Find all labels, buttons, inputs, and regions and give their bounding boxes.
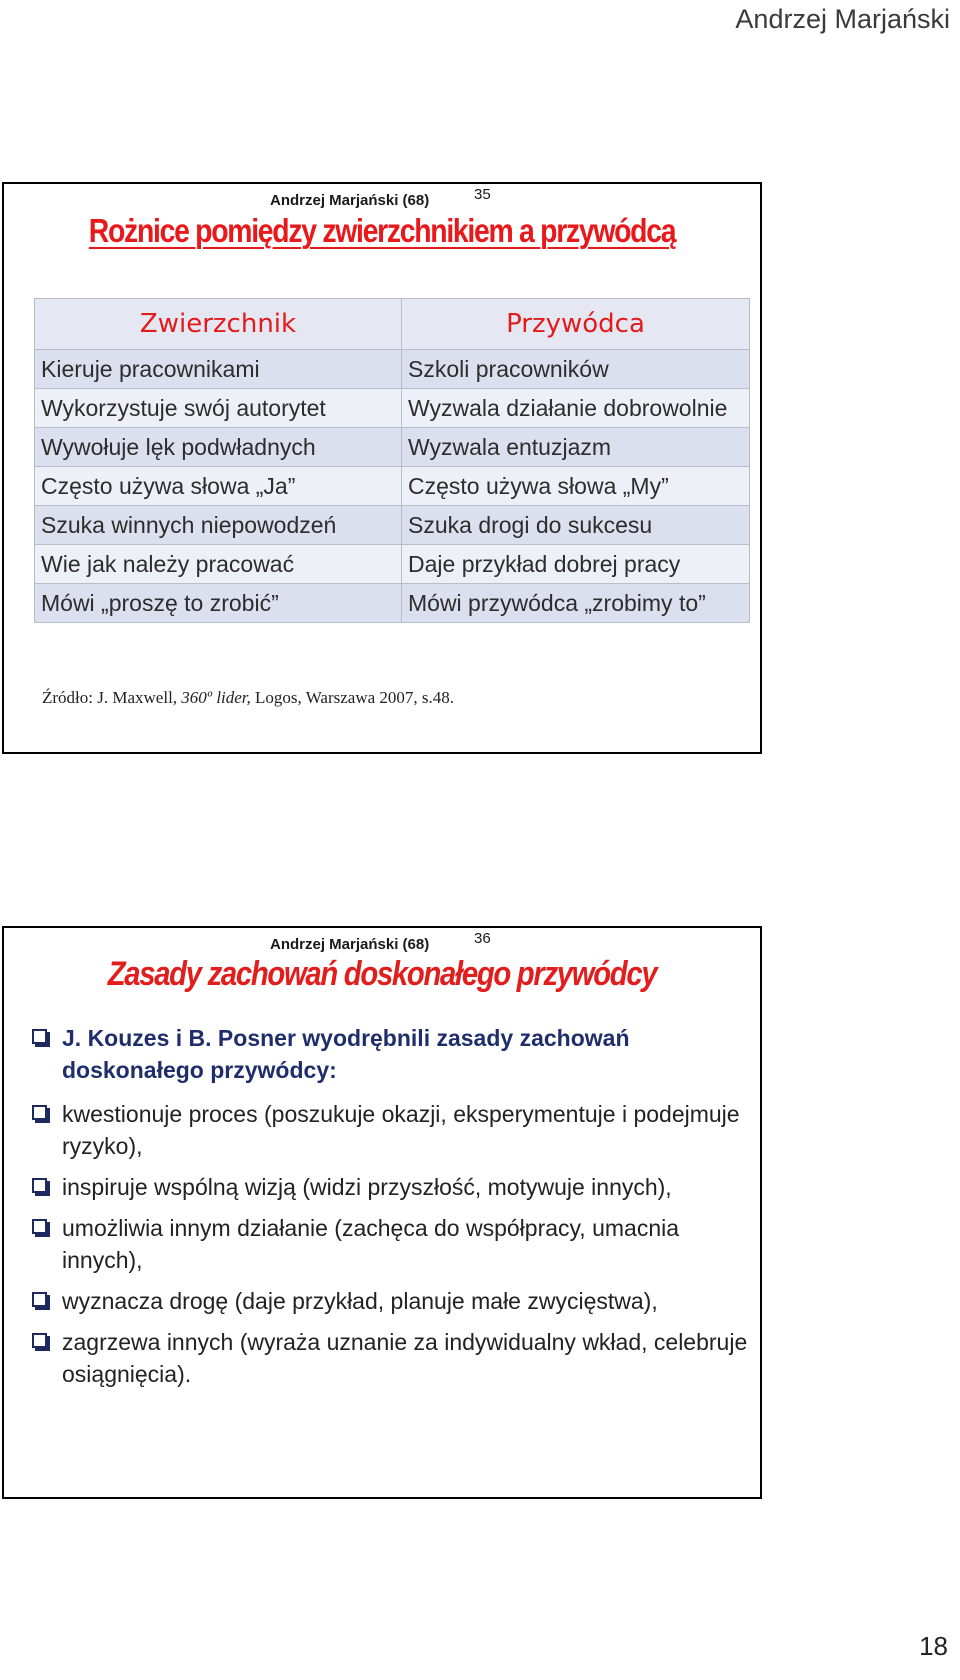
list-item-lead <box>32 1022 752 1086</box>
slide-title: Rożnice pomiędzy zwierzchnikiem a przywódcą <box>88 212 676 249</box>
checkbox-bullet-icon <box>32 1178 47 1193</box>
table-row <box>35 545 750 584</box>
checkbox-bullet-icon <box>32 1219 47 1234</box>
list-item <box>32 1171 752 1203</box>
table-row <box>35 350 750 389</box>
table-cell: Szuka winnych niepowodzeń <box>35 506 402 545</box>
table-cell: Daje przykład dobrej pracy <box>402 545 750 584</box>
column-header-zwierzchnik: Zwierzchnik <box>35 299 402 350</box>
source-suffix: Logos, Warszawa 2007, s.48. <box>250 688 455 707</box>
slide-number: 35 <box>474 186 491 203</box>
table-cell: Wie jak należy pracować <box>35 545 402 584</box>
table-cell: Szkoli pracowników <box>402 350 750 389</box>
table-cell: Mówi przywódca „zrobimy to” <box>402 584 750 623</box>
source-prefix: Źródło: J. Maxwell, <box>42 688 182 707</box>
list-item-text: zagrzewa innych (wyraża uznanie za indywidualny wkład, celebruje osiągnięcia). <box>62 1329 748 1387</box>
source-book-title: 360º lider, <box>181 688 251 707</box>
table-cell: Wyzwala działanie dobrowolnie <box>402 389 750 428</box>
table-row <box>35 584 750 623</box>
checkbox-bullet-icon <box>32 1333 47 1348</box>
table-cell: Wyzwala entuzjazm <box>402 428 750 467</box>
slide-35 <box>2 182 762 754</box>
checkbox-bullet-icon <box>32 1029 47 1044</box>
checkbox-bullet-icon <box>32 1292 47 1307</box>
page-header-author: Andrzej Marjański <box>735 4 950 34</box>
table-cell: Często używa słowa „Ja” <box>35 467 402 506</box>
table-cell: Kieruje pracownikami <box>35 350 402 389</box>
comparison-table <box>34 298 750 623</box>
list-item <box>32 1098 752 1162</box>
page-number: 18 <box>919 1631 948 1661</box>
slide-author: Andrzej Marjański (68) <box>270 936 430 953</box>
slide-title: Zasady zachowań doskonałego przywódcy <box>107 955 657 993</box>
list-item-text: umożliwia innym działanie (zachęca do współpracy, umacnia innych), <box>62 1215 680 1273</box>
table-row <box>35 389 750 428</box>
list-item-text: kwestionuje proces (poszukuje okazji, eksperymentuje i podejmuje ryzyko), <box>62 1101 740 1159</box>
list-item-text: inspiruje wspólną wizją (widzi przyszłość, motywuje innych), <box>62 1174 672 1200</box>
table-row <box>35 467 750 506</box>
slide-author: Andrzej Marjański (68) <box>270 192 430 209</box>
slide-number: 36 <box>474 930 491 947</box>
table-cell: Mówi „proszę to zrobić” <box>35 584 402 623</box>
table-row <box>35 506 750 545</box>
slide-36 <box>2 926 762 1499</box>
list-item-text: wyznacza drogę (daje przykład, planuje małe zwycięstwa), <box>62 1288 658 1314</box>
table-row <box>35 428 750 467</box>
list-item <box>32 1285 752 1317</box>
table-cell: Wykorzystuje swój autorytet <box>35 389 402 428</box>
column-header-przywodca: Przywódca <box>402 299 750 350</box>
principles-list <box>32 1022 752 1399</box>
list-item <box>32 1326 752 1390</box>
table-cell: Szuka drogi do sukcesu <box>402 506 750 545</box>
table-cell: Często używa słowa „My” <box>402 467 750 506</box>
table-cell: Wywołuje lęk podwładnych <box>35 428 402 467</box>
list-item-text: J. Kouzes i B. Posner wyodrębnili zasady zachowań doskonałego przywódcy: <box>62 1025 630 1083</box>
source-citation <box>42 688 454 708</box>
checkbox-bullet-icon <box>32 1105 47 1120</box>
list-item <box>32 1212 752 1276</box>
